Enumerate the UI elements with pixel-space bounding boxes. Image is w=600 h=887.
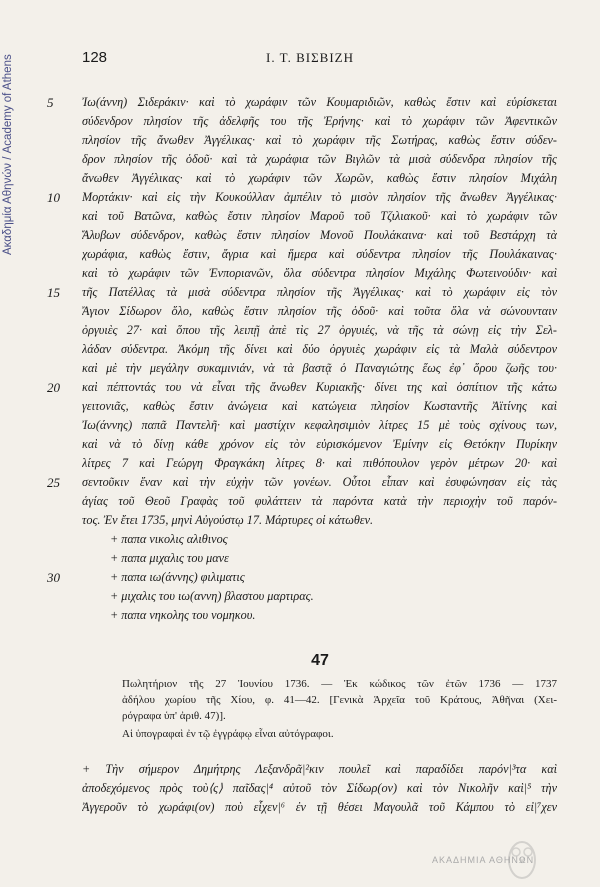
text-line: Ἄλυβων σύδενδρον, καθὼς ἔστιν πλησίον Μονοῦ Πουλάκαινα· καὶ τοῦ Βεστάρχη τὰ xyxy=(82,228,557,242)
archive-watermark: Ακαδημία Αθηνών / Academy of Athens xyxy=(2,54,14,256)
text-line: καὶ τοῦ Βατῶνα, καθὼς ἔστιν πλησίον Μαροῦ τοῦ Τζιλιακοῦ· καὶ τὸ χωράφιν τῶν xyxy=(82,209,557,223)
owl-stamp-icon xyxy=(502,832,542,882)
page-number: 128 xyxy=(82,49,108,66)
text-line: Ἰω(άννης) παπᾶ Παντελῆ· καὶ μαστίχιν κεφαλησιμιὸν λίτρες 15 μὲ τοὺς σχίνους των, xyxy=(82,418,557,432)
text-line: πλησίον τῆς ἄνωθεν Ἀγγέλικας· καὶ τὸ χωράφιν τῆς Σωτήρας, καθὼς ἔστιν σύδεν- xyxy=(82,133,557,147)
text-line: γειτονιᾶς, καθὼς ἔστιν ἀνώγεια καὶ κατώγεια πλησίον Κωσταντῆς Ἀϊτίνης καὶ xyxy=(82,399,557,413)
text-line: τῆς Πατέλλας τὰ μισὰ σύδεντρα πλησίον τῆς Ἀγγέλικας· καὶ τὸ χωράφιν εἰς τὸν xyxy=(82,285,557,299)
line-number: 5 xyxy=(47,95,54,110)
text-line: ἁγίας τοῦ Θεοῦ Γραφὰς τοῦ φυλάττειν τὰ παρόντα κατὰ τὴν περιοχὴν τοῦ παρόν- xyxy=(82,494,557,508)
text-line: καὶ τὸ χωράφιν τῶν Ἐνποριανῶν, ὅλα σύδεντρα πλησίον Μιχάλης Φωτεινούδιν· καὶ xyxy=(82,266,557,280)
editorial-note: ρόγραφα ὑπ' ἀριθ. 47)]. xyxy=(122,710,226,722)
witness-signature: + παπα ιω(άννης) φιλιματις xyxy=(110,570,245,584)
editorial-note: ἀδήλου χωρίου τῆς Χίου, φ. 41—42. [Γενικὰ Ἀρχεῖα τοῦ Κράτους, Ἀθῆναι (Χει- xyxy=(122,694,557,706)
text-line: Ἅγιον Σίδωρον ὅλο, καθὼς ἔστιν πλησίον τῆς ὁδοῦ· καὶ τοῦτα ὅλα νὰ σώνουνταιν xyxy=(82,304,557,318)
text-line: σεντοῦκιν ἕναν καὶ τὴν εὐχὴν τῶν γονέων. Οὗτοι εἶπαν καὶ ἐσυφώνησαν εἰς τὰς xyxy=(82,475,557,489)
line-number: 15 xyxy=(47,285,60,300)
text-line: + Τὴν σήμερον Δημήτρης Λεξανδρᾶ|²κιν πουλεῖ καὶ παραδίδει παρόν|³τα καὶ xyxy=(82,762,557,776)
text-line: ἄνωθεν Ἀγγέλικας· καὶ τὸ χωράφιν τῶν Χωρῶν, καθὼς ἔστιν πλησίον Μιχάλη xyxy=(82,171,557,185)
text-line: Μορτάκιν· καὶ εἰς τὴν Κουκούλλαν ἀμπέλιν τὸ μισὸν πλησίον τῆς ἄνωθεν Ἀγγέλικας· xyxy=(82,190,557,204)
witness-signature: + παπα νικολις αλιθινος xyxy=(110,532,228,546)
line-number: 20 xyxy=(47,380,60,395)
editorial-note: Αἱ ὑπογραφαὶ ἐν τῷ ἐγγράφῳ εἶναι αὐτόγραφοι. xyxy=(122,728,334,740)
text-line: ὀργυιὲς 27· καὶ ὅπου τῆς λειπῇ ἀπὲ τὶς 27 ὀργυιές, νὰ τῆς τὰ σώνῃ εἰς τὴν Σελ- xyxy=(82,323,557,337)
line-number: 10 xyxy=(47,190,60,205)
text-line: Ἰω(άννη) Σιδεράκιν· καὶ τὸ χωράφιν τῶν Κουμαριδιῶν, καθὼς ἔστιν καὶ εὑρίσκεται xyxy=(82,95,557,109)
text-line: χωράφια, καθὼς ἔστιν, ἄγρια καὶ ἥμερα καὶ σύδεντρα πλησίον τῆς Πουλάκαινας· xyxy=(82,247,557,261)
text-line: λάδαν σύδεντρα. Ἀκόμη τῆς δίνει καὶ δύο ὀργυιὲς χωράφιν εἰς τὰ Μαλὰ σύδεντρον xyxy=(82,342,557,356)
text-line: καὶ νὰ τὸ δίνῃ κάθε χρόνον εἰς τὸν εὑρισκόμενον Ἐμίνην εἰς Θετόκην Πυρίκην xyxy=(82,437,557,451)
witness-signature: + μιχαλις του ιω(αννη) βλαστου μαρτιρας. xyxy=(110,589,314,603)
line-number: 30 xyxy=(47,570,60,585)
text-line: Ἀγγεροῦν τὸ χωράφι(ον) ποὺ εἶχεν|⁶ ἐν τῇ θέσει Μαγουλᾶ τοῦ Κάμπου τὸ εἰ|⁷χεν xyxy=(82,800,557,814)
line-number: 25 xyxy=(47,475,60,490)
text-line: σύδενδρον πλησίον τῆς ἀδελφῆς του τῆς Ἐρήνης· καὶ τὸ χωράφιν τῶν Ἀφεντικῶν xyxy=(82,114,557,128)
text-line: δρον πλησίον τῆς ὁδοῦ· καὶ τὰ χωράφια τῶν Βιγλῶν τὰ μισὰ σύδενδρα πλησίον τῆς xyxy=(82,152,557,166)
text-line: ἀποδεχόμενος πρὸς τοὺ⟨ς⟩ παῖδας|⁴ αὐτοῦ τὸν Σίδωρ(ον) καὶ τὸν Νικολῆν καὶ|⁵ τὴν xyxy=(82,781,557,795)
text-line: λίτρες 7 καὶ Γεώργη Φραγκάκη λίτρες 8· καὶ πιθόπουλον γερὸν μέτρων 20· καὶ xyxy=(82,456,557,470)
text-line: καὶ πέπτοντάς του νὰ εἶναι τῆς ἄνωθεν Κυριακῆς· δίνει της καὶ ὀσπίτιον τῆς κάτω xyxy=(82,380,557,394)
text-line: τος. Ἐν ἔτει 1735, μηνὶ Αὐγούστῳ 17. Μάρτυρες οἱ κάτωθεν. xyxy=(82,513,374,527)
editorial-note: Πωλητήριον τῆς 27 Ἰουνίου 1736. — Ἐκ κώδικος τῶν ἐτῶν 1736 — 1737 xyxy=(122,678,557,690)
witness-signature: + παπα μιχαλις του μανε xyxy=(110,551,229,565)
text-line: καὶ μὲ τὴν μεγάλην συκαμινιάν, νὰ τὰ βαστᾷ ὁ Παναγιώτης ἕως ἐφ᾽ ὅρου ζωῆς του· xyxy=(82,361,557,375)
witness-signature: + παπα νηκολης του νομηκου. xyxy=(110,608,256,622)
library-stamp-text: ΑΚΑΔΗΜΙΑ ΑΘΗΝΩΝ xyxy=(432,855,535,865)
document-number: 47 xyxy=(311,652,329,669)
running-head: Ι. Τ. ΒΙΣΒΙΖΗ xyxy=(266,50,354,65)
